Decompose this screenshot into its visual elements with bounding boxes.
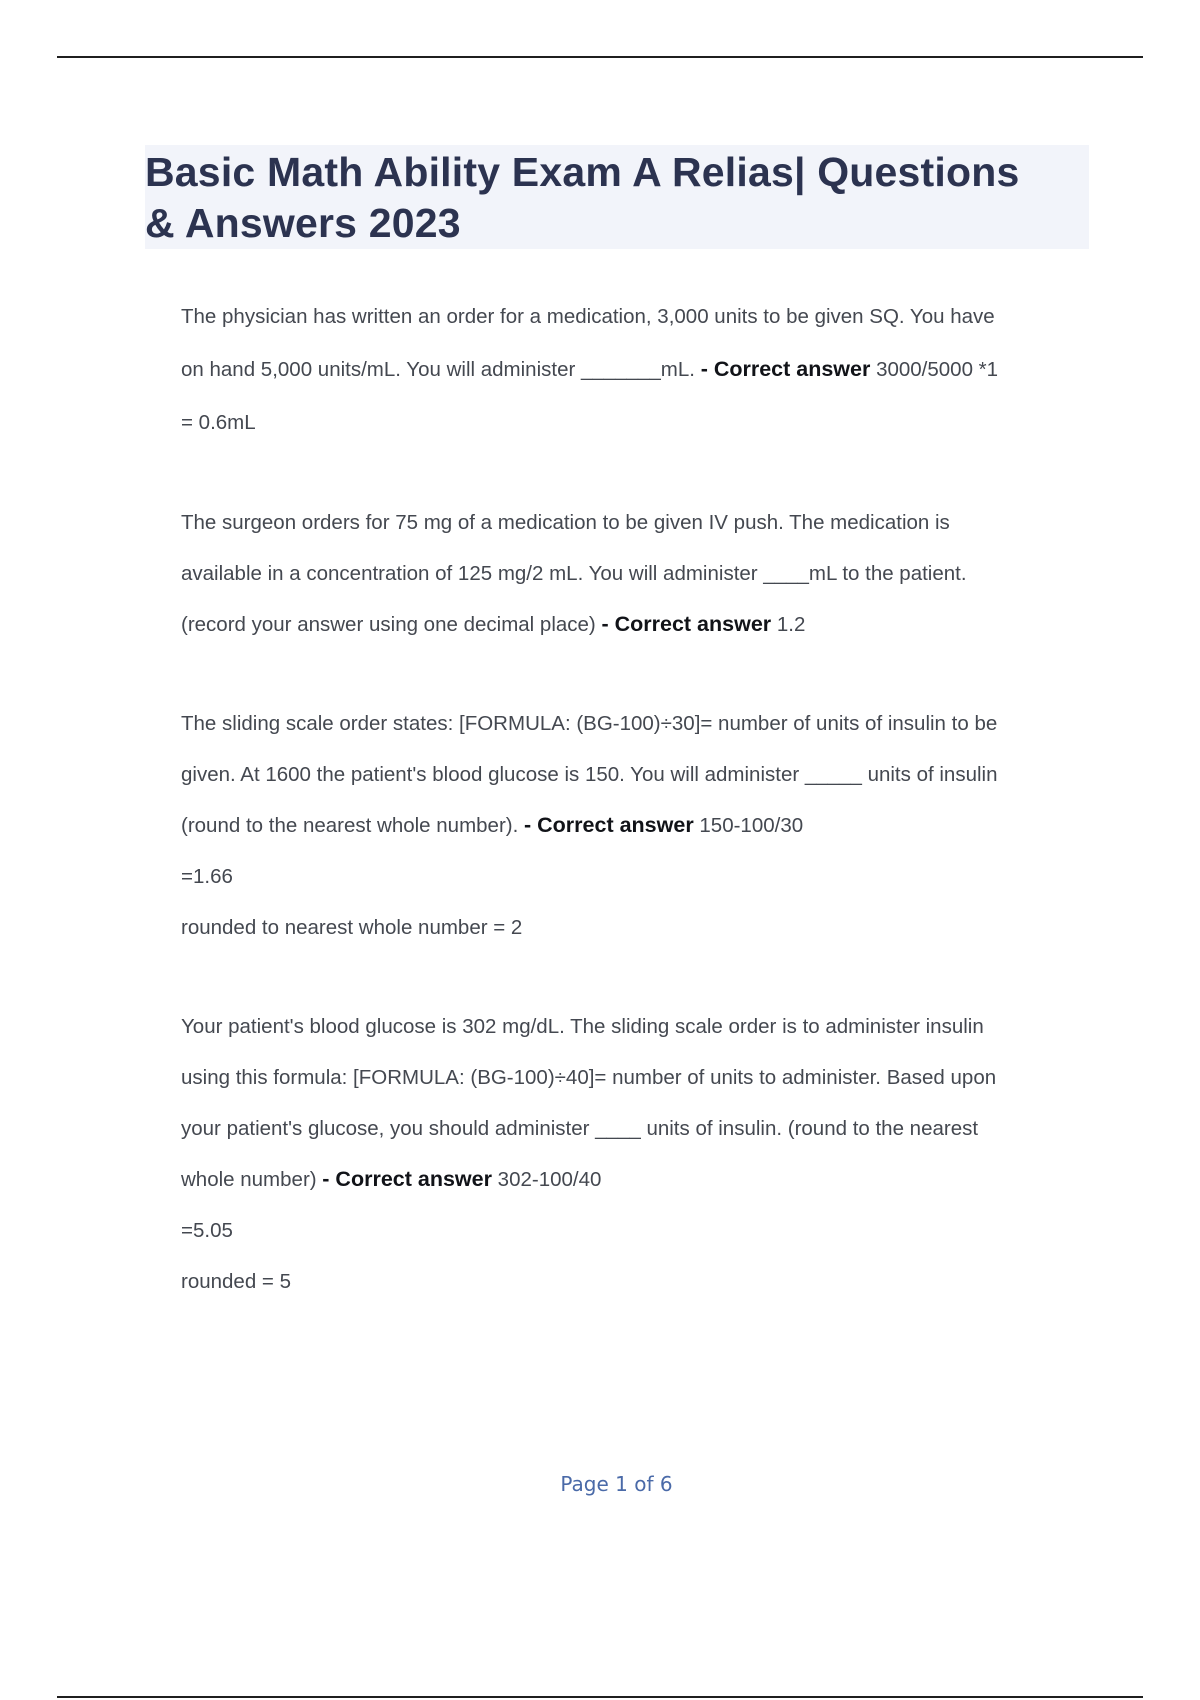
question-text-part: (record your answer using one decimal place) xyxy=(181,613,596,636)
question-text: using this formula: [FORMULA: (BG-100)÷40]= number of units to administer. Based upon xyxy=(181,1066,997,1089)
question-text: your patient's glucose, you should administer ____ units of insulin. (round to the nearest xyxy=(181,1117,979,1140)
answer-text: = 0.6mL xyxy=(181,411,256,434)
question-text: The physician has written an order for a medication, 3,000 units to be given SQ. You have xyxy=(181,305,995,328)
answer-text: rounded = 5 xyxy=(181,1270,291,1293)
questions-list xyxy=(181,290,1081,1355)
question-text: The surgeon orders for 75 mg of a medication to be given IV push. The medication is xyxy=(181,511,950,534)
page-number: Page 1 of 6 xyxy=(560,1472,673,1496)
bottom-rule xyxy=(57,1696,1143,1698)
question-text: given. At 1600 the patient's blood glucose is 150. You will administer _____ units of insulin xyxy=(181,763,998,786)
question-text xyxy=(181,599,1081,650)
question-text: Your patient's blood glucose is 302 mg/dL. The sliding scale order is to administer insulin xyxy=(181,1015,984,1038)
answer-text: 1.2 xyxy=(776,613,806,636)
question-text: The sliding scale order states: [FORMULA: (BG-100)÷30]= number of units of insulin to be xyxy=(181,712,998,735)
document-title xyxy=(145,147,1089,249)
question-2 xyxy=(181,497,1081,650)
answer-text: 302-100/40 xyxy=(497,1168,602,1191)
title-line-1: Basic Math Ability Exam A Relias| Questions xyxy=(145,149,1020,195)
question-1 xyxy=(181,290,1081,449)
title-banner xyxy=(145,145,1089,249)
title-line-2: & Answers 2023 xyxy=(145,200,461,246)
answer-text: =5.05 xyxy=(181,1219,233,1242)
correct-answer-label: - Correct answer xyxy=(524,813,694,837)
question-4 xyxy=(181,1001,1081,1307)
correct-answer-label: - Correct answer xyxy=(322,1167,492,1191)
question-text-part: whole number) xyxy=(181,1168,317,1191)
question-text-part: on hand 5,000 units/mL. You will administer _______mL. xyxy=(181,358,695,381)
question-text: available in a concentration of 125 mg/2 mL. You will administer ____mL to the patient. xyxy=(181,562,967,585)
answer-text: 3000/5000 *1 xyxy=(876,358,999,381)
question-text xyxy=(181,800,1081,851)
answer-text: =1.66 xyxy=(181,865,233,888)
question-text-part: (round to the nearest whole number). xyxy=(181,814,519,837)
correct-answer-label: - Correct answer xyxy=(700,357,871,381)
question-text xyxy=(181,343,1081,396)
top-rule xyxy=(57,56,1143,58)
question-3 xyxy=(181,698,1081,953)
answer-text: rounded to nearest whole number = 2 xyxy=(181,916,523,939)
question-text xyxy=(181,1154,1081,1205)
answer-text: 150-100/30 xyxy=(699,814,804,837)
correct-answer-label: - Correct answer xyxy=(601,612,772,636)
